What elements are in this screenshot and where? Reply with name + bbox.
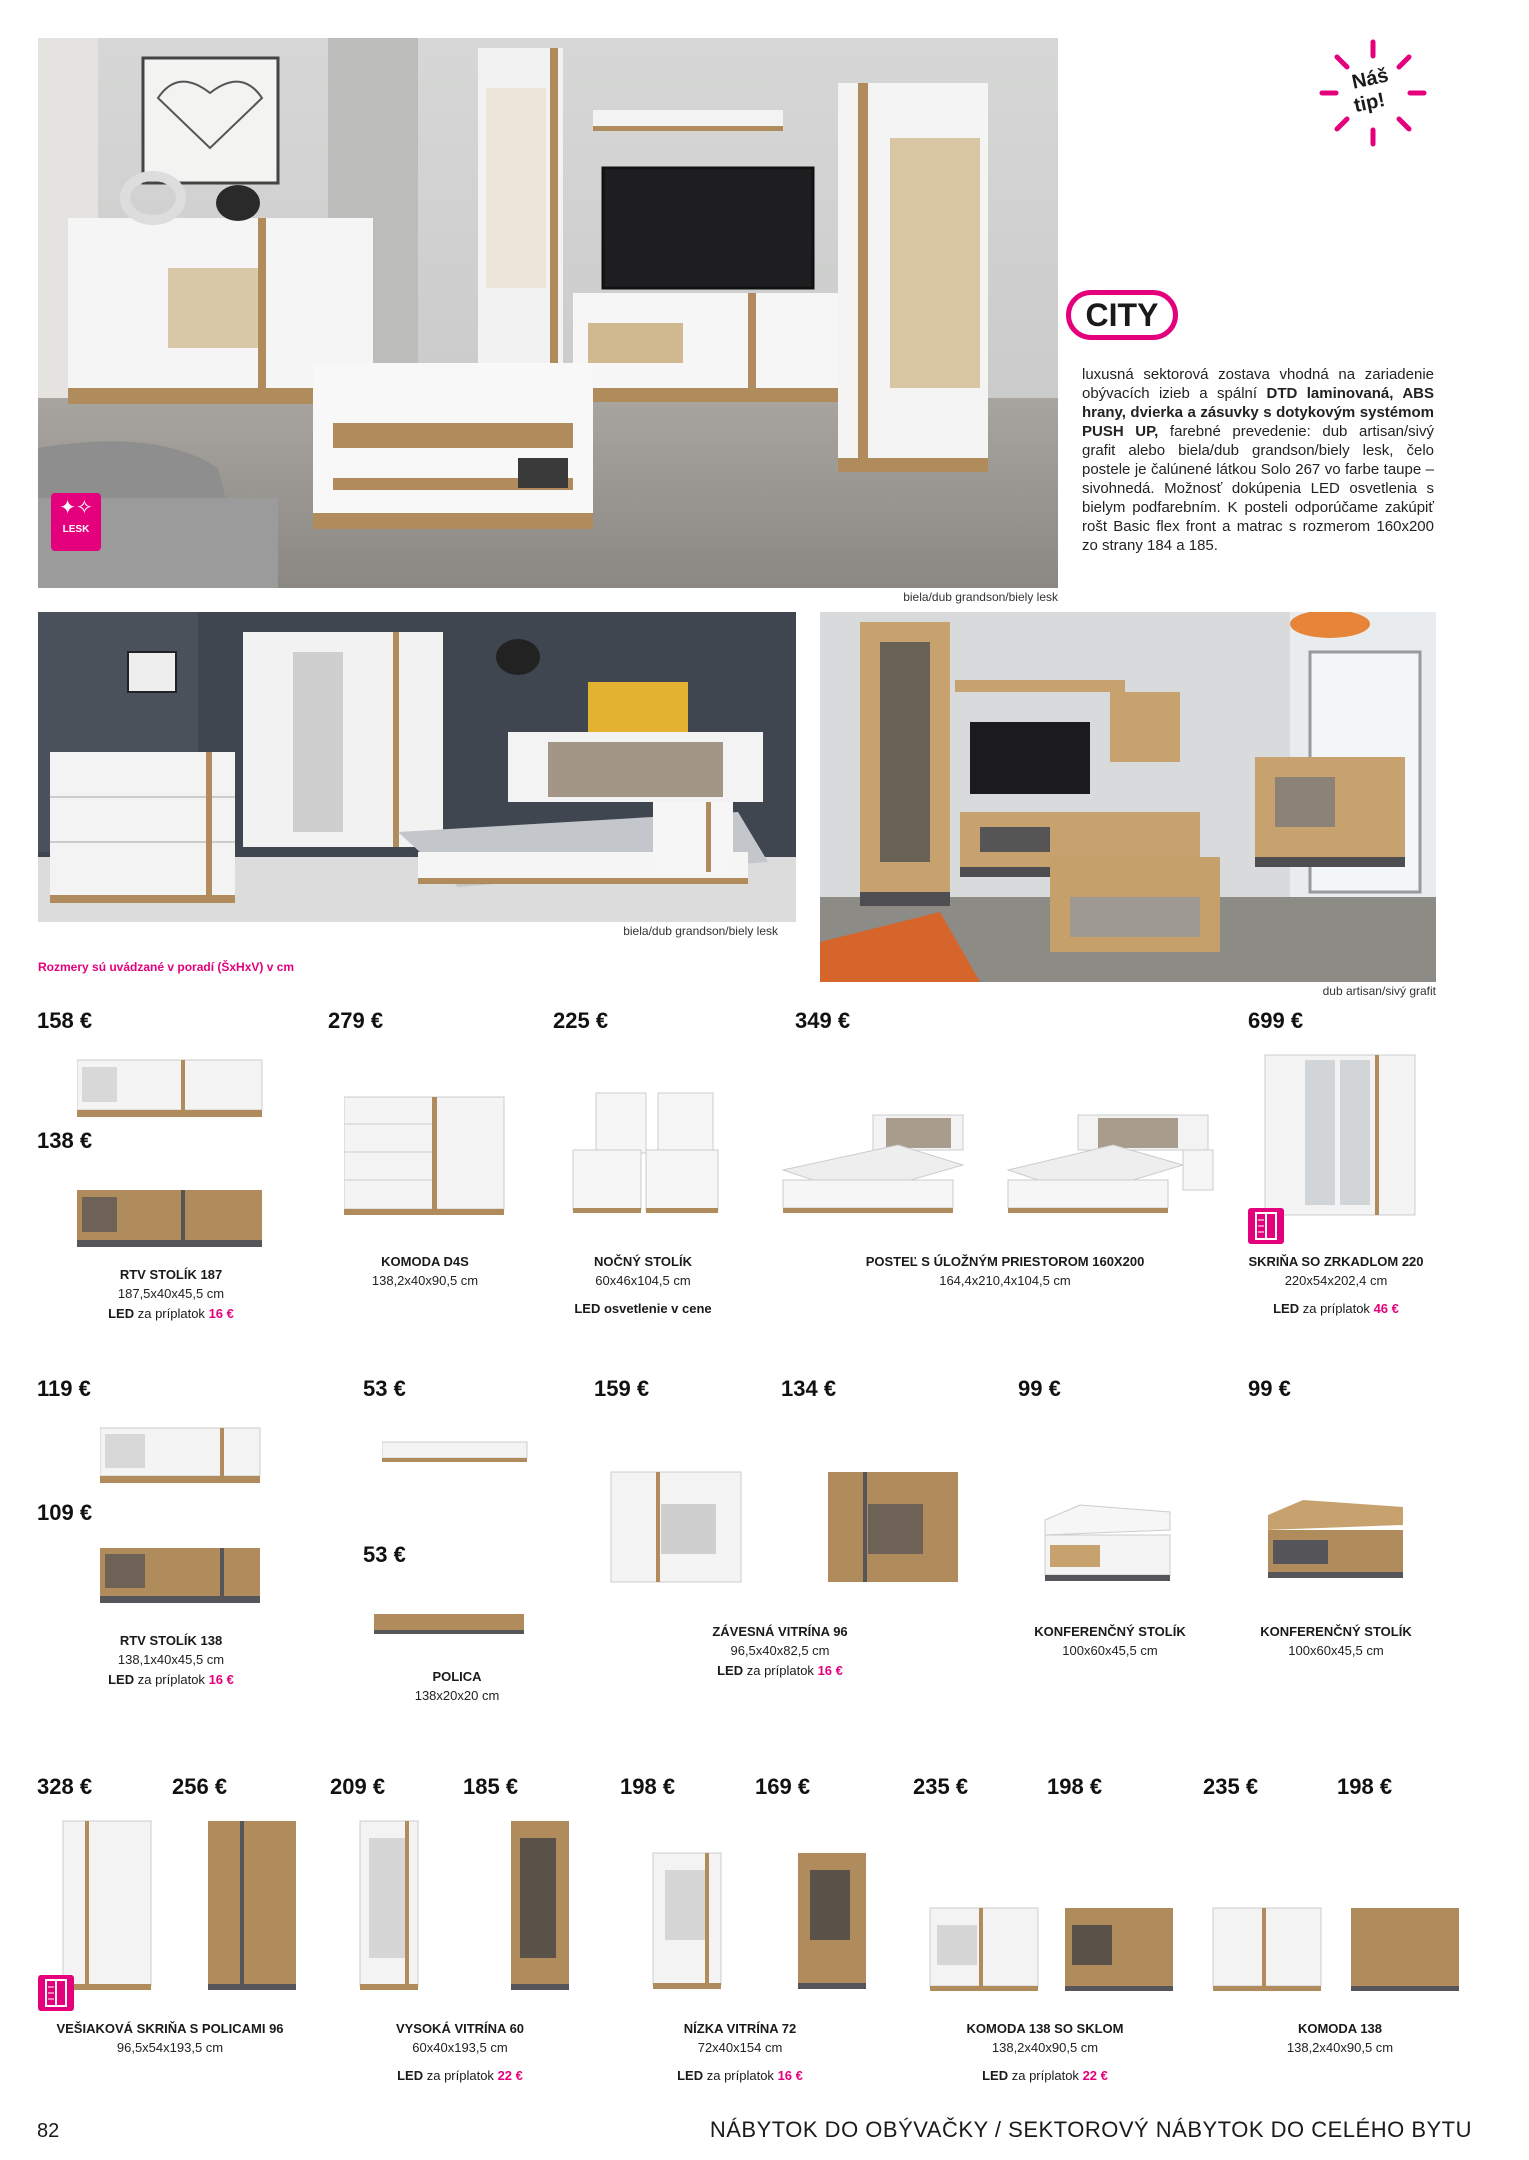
nizka-white-image (650, 1850, 725, 1995)
polica-price-oak: 53 € (363, 1542, 406, 1567)
city-description (1082, 365, 1434, 555)
vesiakova-name: VEŠIAKOVÁ SKRIŇA S POLICAMI 96 (56, 2021, 284, 2036)
konf-white-dims: 100x60x45,5 cm (1062, 1643, 1158, 1658)
zavesna-oak-image (823, 1464, 963, 1589)
zavesna-price-oak: 134 € (781, 1376, 837, 1401)
zavesna-dims: 96,5x40x82,5 cm (730, 1643, 830, 1658)
sparkle-icon: ✦✧ (59, 497, 93, 519)
rtv187-oak-image (77, 1182, 265, 1252)
komoda-sklo-oak-image (1062, 1905, 1177, 1995)
komoda138-price-oak: 198 € (1337, 1774, 1393, 1799)
skrina-led-text: za príplatok (1302, 1301, 1370, 1316)
rtv187-led-label: LED (108, 1306, 135, 1321)
nizka-led-price: 16 € (777, 2068, 803, 2083)
skrina-dims: 220x54x202,4 cm (1284, 1273, 1388, 1288)
rtv187-price-oak: 138 € (37, 1128, 93, 1153)
rtv187-dims: 187,5x40x45,5 cm (117, 1286, 225, 1301)
city-title: CITY (1066, 290, 1178, 340)
rtv138-dims: 138,1x40x45,5 cm (117, 1652, 225, 1667)
skrina-led (1236, 1301, 1436, 1316)
nizka-led (640, 2068, 840, 2083)
city-desc-part2: farebné prevedenie: dub artisan/sivý grafit alebo biela/dub grandson/biely lesk, čelo postele je čalúnené látkou Solo 267 vo farbe taupe – sivohnedá. Možnosť dokúpenia LED osvetlenia s bielym podfarebním. K posteli odporúčame zakúpiť rošt Basic flex front a matrac s rozmerom 160x200 zo strany 184 a 185. (1082, 423, 1435, 554)
vysoka-dims: 60x40x193,5 cm (412, 2040, 508, 2055)
polica-white-image (382, 1438, 532, 1468)
nizka-price-oak: 169 € (755, 1774, 811, 1799)
vysoka-led-price: 22 € (497, 2068, 523, 2083)
konf-oak-name: KONFERENČNÝ STOLÍK (1260, 1624, 1412, 1639)
vesiakova-white-image (60, 1818, 155, 1993)
vesiakova-price-oak: 256 € (172, 1774, 228, 1799)
nocny-dims: 60x46x104,5 cm (595, 1273, 691, 1288)
komoda-d4s-image (344, 1092, 509, 1217)
komoda138-oak-image (1348, 1905, 1463, 1995)
city-desc-part1: luxusná sektorová zostava vhodná na zariadenie obývacích izieb a spální (1082, 366, 1434, 402)
skrina-price: 699 € (1248, 1008, 1304, 1033)
postel-bed-image (1003, 1110, 1218, 1220)
vysoka-price-white: 209 € (330, 1774, 386, 1799)
zavesna-name: ZÁVESNÁ VITRÍNA 96 (712, 1624, 848, 1639)
rtv187-white-image (77, 1052, 265, 1122)
polica-price-white: 53 € (363, 1376, 406, 1401)
komoda-sklo-led-price: 22 € (1082, 2068, 1108, 2083)
tip-line1: Náš (1350, 64, 1391, 94)
polica-oak-image (374, 1610, 529, 1640)
komoda138-price-white: 235 € (1203, 1774, 1259, 1799)
livingroom-caption: dub artisan/sivý grafit (1322, 984, 1436, 998)
komoda-sklo-led (935, 2068, 1155, 2083)
komoda-sklo-price-white: 235 € (913, 1774, 969, 1799)
nocny-image (568, 1088, 728, 1218)
zavesna-price-white: 159 € (594, 1376, 650, 1401)
skrina-led-price: 46 € (1373, 1301, 1399, 1316)
komoda-d4s-name: KOMODA D4S (381, 1254, 469, 1269)
konf-oak-image (1263, 1495, 1408, 1590)
nizka-price-white: 198 € (620, 1774, 676, 1799)
postel-price: 349 € (795, 1008, 851, 1033)
konf-white-price: 99 € (1018, 1376, 1061, 1401)
vysoka-oak-image (508, 1818, 573, 1998)
konf-white-image (1040, 1500, 1175, 1590)
komoda-sklo-name: KOMODA 138 SO SKLOM (966, 2021, 1124, 2036)
rtv187-led-text: za príplatok (137, 1306, 205, 1321)
bedroom-caption: biela/dub grandson/biely lesk (623, 924, 778, 938)
nizka-name: NÍZKA VITRÍNA 72 (683, 2021, 797, 2036)
komoda-d4s-dims: 138,2x40x90,5 cm (371, 1273, 479, 1288)
rtv138-price-white: 119 € (37, 1376, 91, 1401)
nizka-led-label: LED (677, 2068, 704, 2083)
zavesna-led-label: LED (717, 1663, 744, 1678)
vysoka-led (345, 2068, 575, 2083)
city-desc-bold: DTD laminovaná, ABS hrany, dvierka a zásuvky s dotykovým systémom PUSH UP, (1082, 385, 1434, 440)
zavesna-led (680, 1663, 880, 1678)
bedroom-photo (38, 612, 796, 922)
rtv138-led-price: 16 € (208, 1672, 234, 1687)
skrina-image (1260, 1045, 1420, 1220)
rtv187-price-white: 158 € (37, 1008, 93, 1033)
skrina-led-label: LED (1273, 1301, 1300, 1316)
nizka-led-text: za príplatok (706, 2068, 774, 2083)
vysoka-price-oak: 185 € (463, 1774, 519, 1799)
nocny-price: 225 € (553, 1008, 609, 1033)
livingroom-photo (820, 612, 1436, 982)
page-number: 82 (37, 2120, 60, 2142)
vesiakova-dims: 96,5x54x193,5 cm (116, 2040, 224, 2055)
konf-white-name: KONFERENČNÝ STOLÍK (1034, 1624, 1186, 1639)
lesk-badge-label: LESK (62, 524, 90, 535)
komoda138-dims: 138,2x40x90,5 cm (1286, 2040, 1394, 2055)
skrina-name: SKRIŇA SO ZRKADLOM 220 (1248, 1254, 1424, 1269)
section-title: NÁBYTOK DO OBÝVAČKY / SEKTOROVÝ NÁBYTOK DO CELÉHO BYTU (709, 2117, 1472, 2142)
tip-badge (1318, 38, 1428, 148)
vysoka-led-label: LED (397, 2068, 424, 2083)
komoda-sklo-led-label: LED (982, 2068, 1009, 2083)
tip-line2: tip! (1351, 89, 1387, 118)
wardrobe-icon (1248, 1208, 1284, 1244)
komoda-sklo-dims: 138,2x40x90,5 cm (991, 2040, 1099, 2055)
rtv187-led (71, 1306, 271, 1321)
vesiakova-price-white: 328 € (37, 1774, 93, 1799)
lesk-badge (51, 493, 101, 551)
vysoka-white-image (357, 1818, 422, 1998)
nocny-name: NOČNÝ STOLÍK (594, 1254, 692, 1269)
postel-dims: 164,4x210,4x104,5 cm (939, 1273, 1071, 1288)
rtv138-led (71, 1672, 271, 1687)
vysoka-led-text: za príplatok (426, 2068, 494, 2083)
polica-dims: 138x20x20 cm (414, 1688, 500, 1703)
komoda138-name: KOMODA 138 (1297, 2021, 1383, 2036)
rtv187-led-price: 16 € (208, 1306, 234, 1321)
konf-oak-dims: 100x60x45,5 cm (1288, 1643, 1384, 1658)
hero-caption: biela/dub grandson/biely lesk (903, 590, 1058, 604)
rtv138-white-image (100, 1420, 262, 1490)
komoda-d4s-price: 279 € (328, 1008, 384, 1033)
rtv138-led-label: LED (108, 1672, 135, 1687)
rtv187-name: RTV STOLÍK 187 (119, 1267, 223, 1282)
wardrobe-icon-2 (38, 1975, 74, 2011)
zavesna-led-price: 16 € (817, 1663, 843, 1678)
komoda138-white-image (1210, 1905, 1325, 1995)
rtv138-oak-image (100, 1540, 262, 1610)
postel-lesk-image (778, 1110, 968, 1220)
vysoka-name: VYSOKÁ VITRÍNA 60 (395, 2021, 525, 2036)
nizka-oak-image (795, 1850, 870, 1995)
komoda-sklo-price-oak: 198 € (1047, 1774, 1103, 1799)
rtv138-led-text: za príplatok (137, 1672, 205, 1687)
polica-name: POLICA (432, 1669, 482, 1684)
rtv138-price-oak: 109 € (37, 1500, 93, 1525)
rtv138-name: RTV STOLÍK 138 (119, 1633, 223, 1648)
konf-oak-price: 99 € (1248, 1376, 1291, 1401)
vesiakova-oak-image (205, 1818, 300, 1993)
hero-photo (38, 38, 1058, 588)
komoda-sklo-white-image (927, 1905, 1042, 1995)
dimensions-note: Rozmery sú uvádzané v poradí (ŠxHxV) v cm (38, 960, 295, 974)
komoda-sklo-led-text: za príplatok (1011, 2068, 1079, 2083)
zavesna-white-image (606, 1464, 746, 1589)
nocny-led-note: LED osvetlenie v cene (574, 1301, 712, 1316)
zavesna-led-text: za príplatok (746, 1663, 814, 1678)
postel-name: POSTEĽ S ÚLOŽNÝM PRIESTOROM 160X200 (865, 1254, 1145, 1269)
nizka-dims: 72x40x154 cm (697, 2040, 783, 2055)
